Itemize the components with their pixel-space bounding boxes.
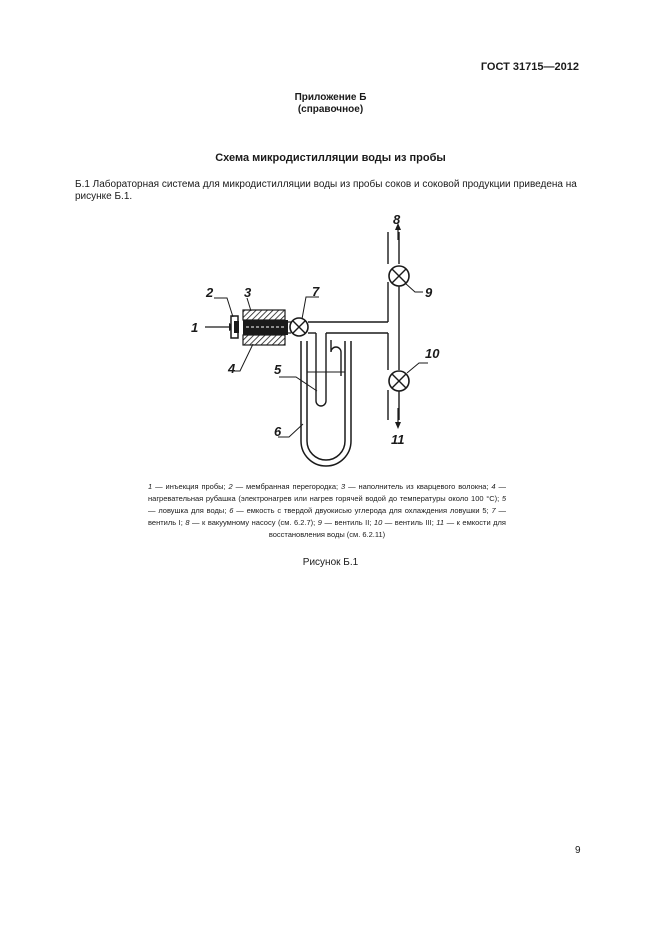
label-10: 10 (425, 346, 440, 361)
standard-number: ГОСТ 31715—2012 (480, 61, 579, 73)
label-4: 4 (228, 361, 236, 376)
appendix-note: (справочное) (297, 104, 364, 115)
label-11: 11 (391, 432, 405, 447)
label-2: 2 (206, 285, 214, 300)
paragraph-line-2: рисунке Б.1. (75, 191, 133, 202)
water-trap (316, 333, 341, 406)
figure-legend: 1 — инъекция пробы; 2 — мембранная перегородка; 3 — наполнитель из кварцевого волокна; 4 — нагревательная рубашка (электронагрев или нагрев горячей водой до температуры около 100 °С); 5 — ловушка для воды; 6 — емкость с твердой двуокисью углерода для охлаждения ловушки 5; 7 — вентиль I; 8 — к вакуумному насосу (см. 6.2.7); 9 — вентиль II; 10 — вентиль III; 11 — к емкости для восстановления воды (см. 6.2.11) (148, 482, 506, 539)
label-8: 8 (393, 212, 401, 227)
label-1: 1 (191, 320, 199, 335)
page-number: 9 (575, 845, 581, 856)
main-pipe (308, 232, 399, 420)
appendix-title: Приложение Б (294, 92, 367, 103)
heating-jacket-bottom (243, 335, 285, 345)
label-5: 5 (274, 362, 282, 377)
section-title: Схема микродистилляции воды из пробы (215, 152, 446, 164)
heating-jacket-top (243, 310, 285, 320)
valve-ii (389, 266, 409, 286)
label-9: 9 (425, 285, 433, 300)
valve-iii (389, 371, 409, 391)
membrane-septum (231, 316, 239, 338)
valve-i (290, 318, 308, 336)
label-7: 7 (312, 284, 320, 299)
leader-lines (214, 283, 428, 437)
paragraph-line-1: Б.1 Лабораторная система для микродистилляции воды из пробы соков и соковой продукции приведена на (75, 179, 577, 190)
label-3: 3 (244, 285, 252, 300)
figure-caption: Рисунок Б.1 (302, 557, 359, 568)
label-6: 6 (274, 424, 282, 439)
